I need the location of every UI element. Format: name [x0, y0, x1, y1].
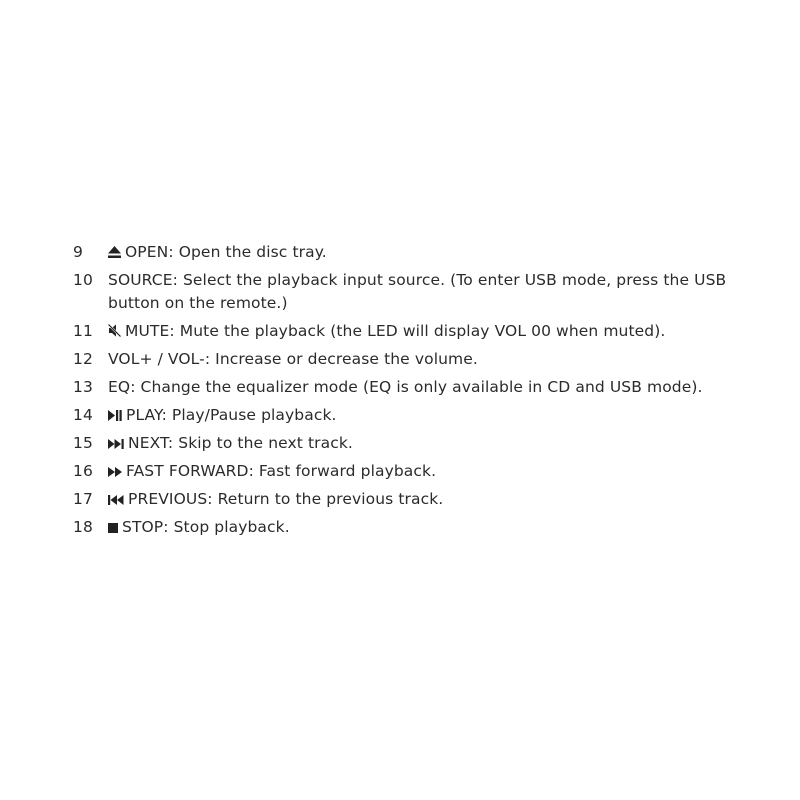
item-description: : Increase or decrease the volume.	[204, 350, 478, 368]
item-number: 18	[73, 518, 94, 536]
item-label: VOL+ / VOL-	[108, 350, 205, 368]
item-label: SOURCE	[108, 271, 173, 289]
button-function-list	[0, 241, 800, 544]
list-item-volume	[0, 348, 800, 371]
list-item-mute	[0, 320, 800, 343]
list-item-next	[0, 432, 800, 455]
item-text	[108, 269, 748, 315]
item-label: PLAY	[126, 406, 162, 424]
list-item-previous	[0, 488, 800, 511]
item-number: 15	[73, 434, 94, 452]
list-item-open	[0, 241, 800, 264]
item-text	[108, 404, 748, 427]
item-description: : Select the playback input source. (To enter USB mode, press the USB button on the remote.)	[108, 271, 727, 312]
list-item-source	[0, 269, 800, 315]
item-number: 9	[73, 243, 84, 261]
item-label: EQ	[108, 378, 131, 396]
eject-icon	[108, 246, 121, 258]
item-description: : Change the equalizer mode (EQ is only available in CD and USB mode).	[130, 378, 703, 396]
list-item-play	[0, 404, 800, 427]
item-label: NEXT	[128, 434, 168, 452]
item-description: : Stop playback.	[163, 518, 290, 536]
list-item-fast-forward	[0, 460, 800, 483]
item-label: MUTE	[125, 322, 170, 340]
item-text	[108, 376, 748, 399]
item-text	[108, 488, 748, 511]
item-number: 10	[73, 271, 94, 289]
fast-forward-icon	[108, 467, 122, 477]
item-label: STOP	[122, 518, 164, 536]
item-description: : Play/Pause playback.	[161, 406, 337, 424]
item-number: 17	[73, 490, 94, 508]
item-description: : Open the disc tray.	[168, 243, 327, 261]
item-number: 14	[73, 406, 94, 424]
item-number: 16	[73, 462, 94, 480]
previous-track-icon	[108, 495, 124, 505]
stop-icon	[108, 523, 118, 533]
item-label: OPEN	[125, 243, 169, 261]
item-text	[108, 460, 748, 483]
item-description: : Return to the previous track.	[207, 490, 444, 508]
item-text	[108, 432, 748, 455]
item-text	[108, 516, 748, 539]
list-item-eq	[0, 376, 800, 399]
item-text	[108, 241, 748, 264]
item-number: 12	[73, 350, 94, 368]
item-number: 13	[73, 378, 94, 396]
play-pause-icon	[108, 410, 122, 421]
item-description: : Skip to the next track.	[167, 434, 353, 452]
item-number: 11	[73, 322, 94, 340]
item-description: : Fast forward playback.	[248, 462, 437, 480]
item-label: FAST FORWARD	[126, 462, 249, 480]
list-item-stop	[0, 516, 800, 539]
mute-icon	[108, 324, 121, 337]
item-text	[108, 348, 748, 371]
next-track-icon	[108, 439, 124, 449]
item-text	[108, 320, 748, 343]
item-label: PREVIOUS	[128, 490, 208, 508]
item-description: : Mute the playback (the LED will display VOL 00 when muted).	[169, 322, 666, 340]
